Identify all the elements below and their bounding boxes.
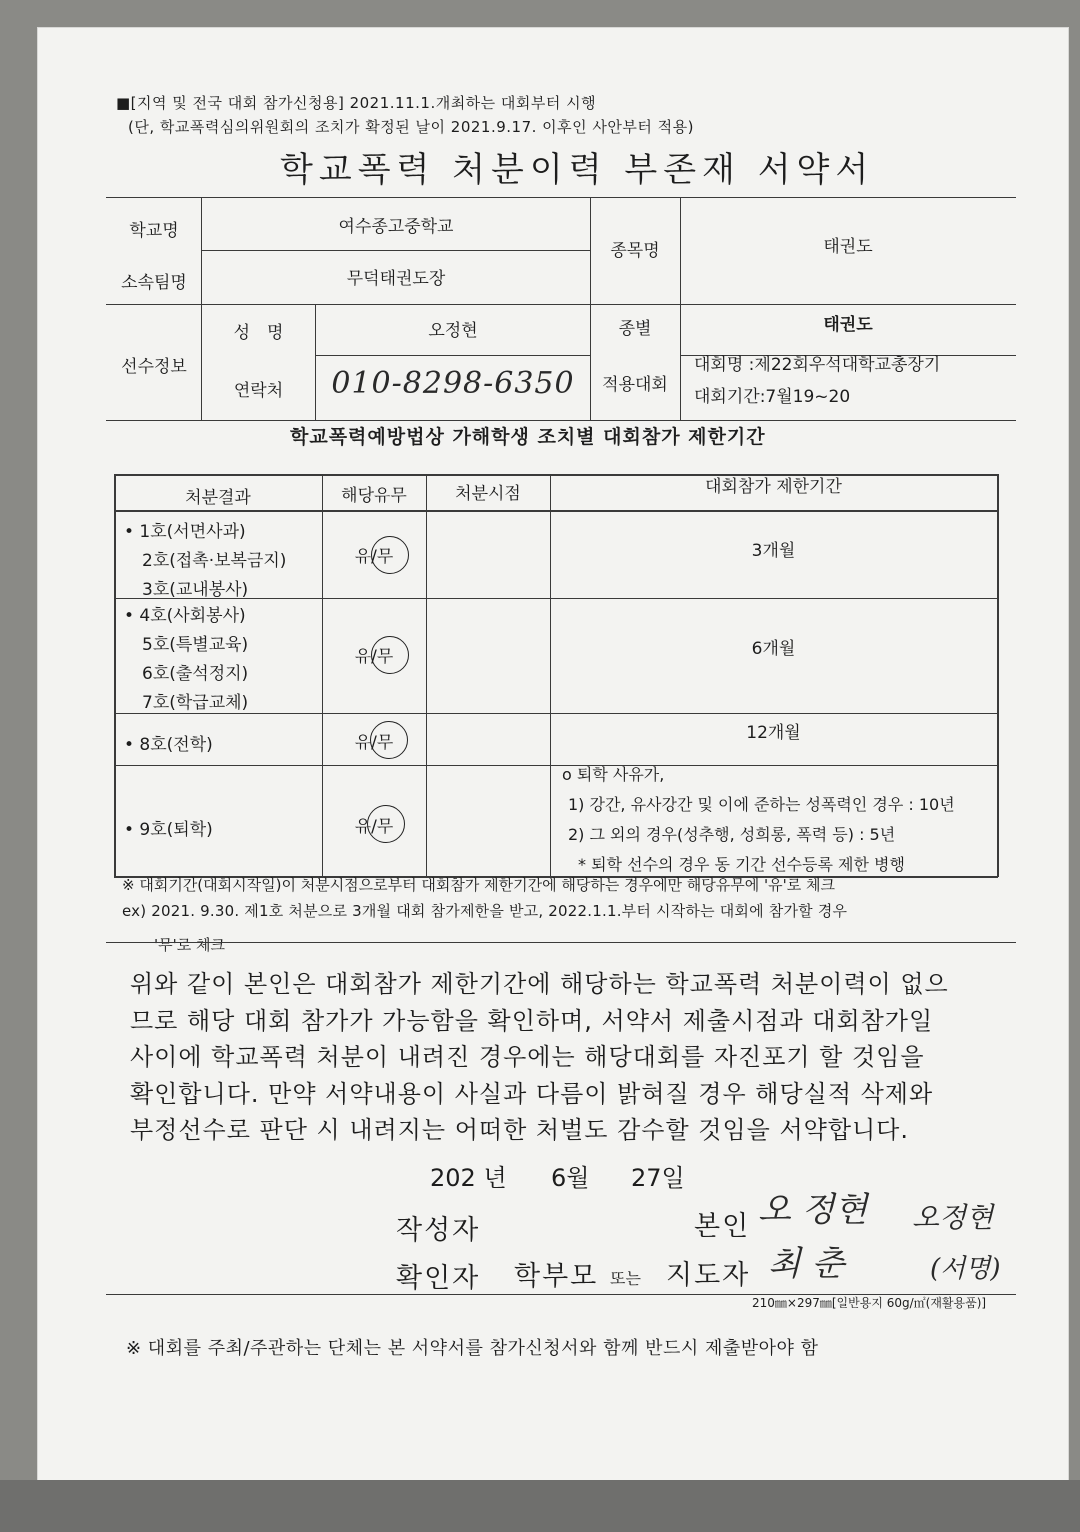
row4-items bbox=[124, 815, 213, 840]
pledge-text bbox=[130, 966, 1010, 1149]
pledge-line: 위와 같이 본인은 대회참가 제한기간에 해당하는 학교폭력 처분이력이 없으 bbox=[130, 970, 949, 998]
event-label: 종목명 bbox=[610, 241, 660, 261]
list-item: 6호(출석정지) bbox=[142, 664, 249, 684]
pledge-line: 사이에 학교폭력 처분이 내려진 경우에는 해당대회를 자진포기 할 것임을 bbox=[130, 1043, 925, 1071]
or-label: 또는 bbox=[610, 1269, 641, 1288]
applied-event-name: 대회명 :제22회우석대학교총장기 bbox=[694, 355, 941, 375]
table-border bbox=[106, 304, 1016, 305]
row2-period: 6개월 bbox=[751, 639, 796, 659]
note-1: ※ 대회기간(대회시작일)이 처분시점으로부터 대회참가 제한기간에 해당하는 경우에만 해당유무에 '유'로 체크 bbox=[122, 876, 835, 894]
school-label: 학교명 bbox=[129, 221, 179, 241]
background-surface bbox=[0, 1480, 1080, 1532]
self-signature: 오정현 bbox=[912, 1201, 994, 1234]
row4-period bbox=[562, 760, 955, 880]
row1-choice: 유/무 bbox=[354, 547, 394, 567]
note-3: '무'로 체크 bbox=[154, 936, 225, 954]
row2-choice: 유/무 bbox=[354, 647, 394, 667]
table-border bbox=[680, 197, 681, 420]
table-border bbox=[114, 510, 998, 512]
self-label: 본인 bbox=[694, 1211, 751, 1242]
contact-value: 010-8298-6350 bbox=[331, 366, 575, 401]
note-2: ex) 2021. 9.30. 제1호 처분으로 3개월 대회 참가제한을 받고, 2022.1.1.부터 시작하는 대회에 참가할 경우 bbox=[122, 902, 848, 920]
checkmark-circle-icon bbox=[371, 636, 409, 674]
type-label: 종별 bbox=[618, 319, 652, 339]
school-value: 여수종고중학교 bbox=[338, 217, 454, 237]
list-item: • 1호(서면사과) bbox=[124, 522, 246, 542]
coach-label: 지도자 bbox=[666, 1260, 751, 1291]
sign-label: (서명) bbox=[930, 1254, 1001, 1284]
writer-label: 작성자 bbox=[396, 1215, 481, 1246]
table-border bbox=[316, 355, 590, 356]
applied-label: 적용대회 bbox=[602, 375, 668, 395]
pledge-line: 므로 해당 대회 참가가 가능함을 확인하며, 서약서 제출시점과 대회참가일 bbox=[130, 1006, 934, 1035]
list-item: • 4호(사회봉사) bbox=[124, 606, 246, 626]
list-item: • 9호(퇴학) bbox=[124, 820, 213, 840]
header-applicable: 해당유무 bbox=[341, 486, 407, 506]
row3-choice: 유/무 bbox=[354, 733, 394, 753]
pledge-line: 부정선수로 판단 시 내려지는 어떠한 처벌도 감수할 것임을 서약합니다. bbox=[130, 1116, 909, 1144]
period-line: * 퇴학 선수의 경우 동 기간 선수등록 제한 병행 bbox=[578, 855, 905, 874]
coach-handwritten-name: 최 춘 bbox=[768, 1244, 845, 1284]
notice-line-1: ■[지역 및 전국 대회 참가신청용] 2021.11.1.개최하는 대회부터 시행 bbox=[116, 94, 597, 112]
header-time: 처분시점 bbox=[455, 484, 521, 504]
name-value: 오정현 bbox=[428, 321, 478, 341]
list-item: 2호(접촉·보복금지) bbox=[142, 551, 287, 571]
checkmark-circle-icon bbox=[370, 721, 408, 759]
event-value: 태권도 bbox=[823, 237, 873, 257]
pledge-line: 확인합니다. 만약 서약내용이 사실과 다름이 밝혀질 경우 해당실적 삭제와 bbox=[130, 1079, 934, 1108]
divider bbox=[106, 942, 1016, 943]
team-label: 소속팀명 bbox=[121, 273, 187, 293]
row1-period: 3개월 bbox=[751, 541, 796, 561]
applied-event-period: 대회기간:7월19~20 bbox=[694, 387, 851, 407]
self-handwritten-name: 오 정현 bbox=[758, 1190, 868, 1230]
date-year: 202 년 bbox=[430, 1164, 507, 1192]
row3-items bbox=[124, 730, 213, 755]
header-result: 처분결과 bbox=[185, 488, 251, 508]
row1-items bbox=[124, 518, 286, 605]
table-border bbox=[114, 474, 116, 877]
list-item: • 8호(전학) bbox=[124, 735, 213, 755]
confirmer-label: 확인자 bbox=[396, 1263, 481, 1294]
table-border bbox=[202, 250, 590, 251]
table-border bbox=[106, 197, 1016, 198]
row3-period: 12개월 bbox=[746, 723, 801, 743]
list-item: 5호(특별교육) bbox=[142, 635, 249, 655]
header-period: 대회참가 제한기간 bbox=[705, 477, 842, 497]
table-border bbox=[106, 420, 1016, 421]
notice-line-2: (단, 학교폭력심의위원회의 조치가 확정된 날이 2021.9.17. 이후인 사안부터 적용) bbox=[128, 118, 694, 136]
footer-note: ※ 대회를 주최/주관하는 단체는 본 서약서를 참가신청서와 함께 반드시 제출받아야 함 bbox=[126, 1338, 819, 1359]
checkmark-circle-icon bbox=[371, 536, 409, 574]
table-border bbox=[997, 474, 999, 877]
section-title: 학교폭력예방법상 가해학생 조치별 대회참가 제한기간 bbox=[290, 426, 766, 448]
player-info-label: 선수정보 bbox=[121, 357, 187, 377]
date-month: 6월 bbox=[551, 1164, 590, 1192]
period-line: 2) 그 외의 경우(성추행, 성희롱, 폭력 등) : 5년 bbox=[568, 825, 896, 844]
parent-label: 학부모 bbox=[514, 1261, 599, 1292]
list-item: 3호(교내봉사) bbox=[142, 580, 249, 600]
list-item: 7호(학급교체) bbox=[142, 693, 249, 713]
document-title: 학교폭력 처분이력 부존재 서약서 bbox=[280, 150, 875, 190]
type-value: 태권도 bbox=[823, 315, 873, 335]
table-border bbox=[426, 474, 427, 877]
period-line: o 퇴학 사유가, bbox=[562, 765, 665, 784]
contact-label: 연락처 bbox=[233, 381, 284, 401]
period-line: 1) 강간, 유사강간 및 이에 준하는 성폭력인 경우 : 10년 bbox=[568, 795, 955, 814]
paper-spec: 210㎜×297㎜[일반용지 60g/㎡(재활용품)] bbox=[752, 1296, 987, 1310]
date-day: 27일 bbox=[631, 1164, 685, 1192]
name-label: 성 명 bbox=[233, 323, 284, 343]
table-border bbox=[550, 474, 551, 877]
row4-choice: 유/무 bbox=[354, 817, 394, 837]
team-value: 무덕태권도장 bbox=[346, 269, 446, 289]
row2-items bbox=[124, 602, 248, 718]
checkmark-circle-icon bbox=[367, 805, 405, 843]
